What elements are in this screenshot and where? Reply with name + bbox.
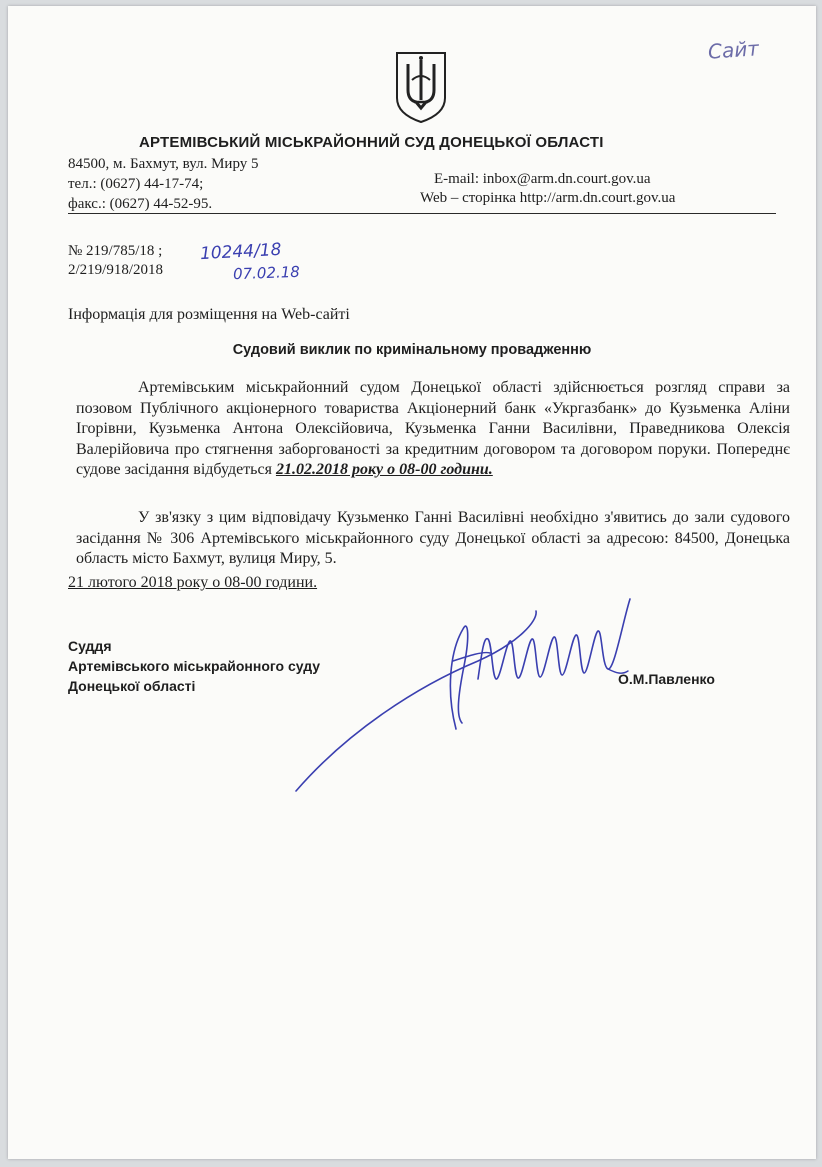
- handwritten-registration-date: 07.02.18: [232, 262, 301, 284]
- proceeding-number: 2/219/918/2018: [68, 262, 164, 278]
- judge-title-line-2: Артемівського міськрайонного суду: [68, 658, 321, 674]
- court-website: Web – сторінка http://arm.dn.court.gov.ua: [420, 190, 676, 206]
- header-divider: [68, 213, 776, 214]
- web-info-line: Інформація для розміщення на Web-сайті: [68, 306, 350, 323]
- coat-of-arms-emblem: [394, 50, 448, 129]
- judge-title-line-3: Донецької області: [68, 678, 196, 694]
- document-title: Судовий виклик по кримінальному провадженню: [232, 342, 592, 358]
- paragraph-summons-text: У зв'язку з цим відповідачу Кузьменко Ганні Василівні необхідно з'явитись до зали судового засідання № 306 Артемівського міськрайонного суду Донецької області за адресою: 84500, Донецька область місто Бахмут, вулиця Миру, 5.: [76, 509, 790, 567]
- court-phone: тел.: (0627) 44-17-74;: [68, 176, 204, 192]
- handwritten-registration-number: 10244/18: [199, 239, 282, 265]
- judge-name: О.М.Павленко: [618, 671, 715, 687]
- court-name-heading: АРТЕМІВСЬКИЙ МІСЬКРАЙОННИЙ СУД ДОНЕЦЬКОЇ ОБЛАСТІ: [139, 134, 604, 151]
- corner-handwritten-note: Сайт: [707, 36, 760, 64]
- judge-title-line-1: Суддя: [68, 638, 112, 654]
- trident-coat-of-arms-icon: [394, 50, 448, 124]
- case-number: № 219/785/18 ;: [68, 243, 163, 259]
- summons-date-time: 21 лютого 2018 року о 08-00 години.: [68, 574, 318, 591]
- document-page: [8, 6, 816, 1159]
- court-fax: факс.: (0627) 44-52-95.: [68, 196, 213, 212]
- handwritten-signature: [278, 581, 658, 796]
- court-address: 84500, м. Бахмут, вул. Миру 5: [68, 156, 259, 172]
- paragraph-case-text: Артемівським міськрайонний судом Донецької області здійснюється розгляд справи за позовом Публічного акціонерного товариства Акціонерний банк «Укргазбанк» до Кузьменка Аліни Ігорівни, Кузьменка Антона Олексійовича, Кузьменка Ганни Василівни, Праведникова Олексія Валерійовича про стягнення заборгованості за кредитним договором та договором поруки. Попереднє судове засідання відбудеться: [76, 379, 790, 478]
- hearing-date-time: 21.02.2018 року о 08-00 години.: [275, 461, 493, 478]
- paragraph-case-description: [76, 378, 790, 481]
- court-email: E-mail: inbox@arm.dn.court.gov.ua: [434, 171, 651, 187]
- paragraph-summons: [76, 508, 790, 570]
